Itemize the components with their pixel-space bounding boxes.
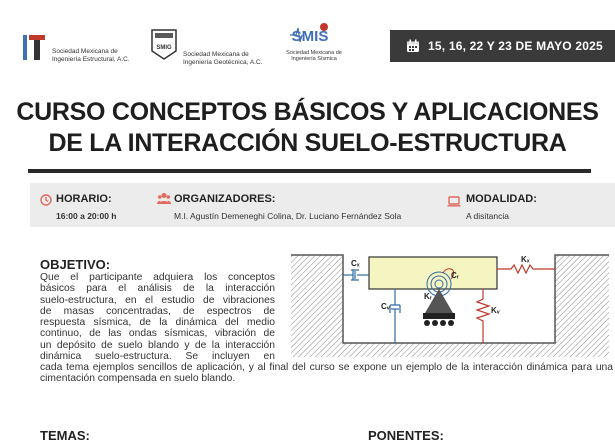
damper-cx — [343, 270, 369, 280]
label-kr: Kᵣ — [424, 292, 432, 301]
support-base — [423, 313, 455, 319]
objetivo-text-tail: cada tema ejemplos sencillos de aplicación, y al final del curso se expone un ejemplo de la interacción dinámica para una cimentación compensada en suelo blando. — [40, 362, 613, 385]
date-banner — [390, 30, 615, 62]
label-kx: Kₓ — [521, 255, 530, 264]
spring-kv — [477, 289, 489, 343]
laptop-icon — [447, 194, 461, 212]
ponentes-heading: PONENTES: — [368, 428, 444, 443]
objetivo-line: suelo-estructura, en el estudio de vibraciones — [40, 294, 275, 306]
course-title-line-1: CURSO CONCEPTOS BÁSICOS Y APLICACIONES — [16, 98, 599, 126]
calendar-icon — [406, 39, 420, 53]
objetivo-line: Que el participante adquiera los conceptos — [40, 272, 275, 283]
label-kv: Kᵥ — [491, 306, 500, 315]
course-title-line-2: DE LA INTERACCIÓN SUELO-ESTRUCTURA — [48, 129, 567, 157]
organizadores-value: M.I. Agustín Demeneghi Colina, Dr. Luciano Fernández Sola — [174, 211, 402, 221]
organizadores-label: ORGANIZADORES: — [174, 193, 276, 205]
course-dates: 15, 16, 22 Y 23 DE MAYO 2025 — [428, 39, 603, 53]
objetivo-line: respuesta sísmica, de la dinámica del medio — [40, 317, 275, 329]
smig-logo-name: Sociedad Mexicana de Ingeniería Geotécnica, A.C. — [183, 51, 263, 66]
spring-kx — [497, 265, 555, 273]
smis-logo — [288, 22, 332, 48]
clock-icon — [40, 193, 52, 211]
objetivo-text — [40, 272, 275, 362]
label-cr: Cᵣ — [451, 271, 459, 280]
modalidad-value: A disitancia — [466, 211, 509, 221]
smie-logo-name: Sociedad Mexicana de Ingeniería Estructural, A.C. — [52, 48, 130, 63]
modalidad-label: MODALIDAD: — [466, 193, 537, 205]
objetivo-line: de masas concentradas, de espectros de — [40, 305, 275, 317]
smig-logo — [150, 27, 178, 61]
objetivo-line: básicos para el análisis de la interacción — [40, 283, 275, 295]
people-icon — [157, 192, 171, 210]
soil-structure-diagram — [291, 251, 609, 357]
horario-value: 16:00 a 20:00 h — [56, 211, 117, 221]
smie-logo — [22, 32, 48, 62]
objetivo-line: un depósito de suelo blando y de la interacción — [40, 339, 275, 351]
horario-label: HORARIO: — [56, 193, 112, 205]
temas-heading: TEMAS: — [40, 428, 90, 443]
support-rollers — [424, 320, 454, 326]
label-cx: Cₓ — [351, 259, 360, 268]
foundation-block — [369, 257, 497, 289]
objetivo-line: dinámica suelo-estructura. Se incluyen en — [40, 351, 275, 363]
smig-logo-mark: SMIG — [156, 45, 172, 51]
title-divider — [28, 169, 591, 173]
smis-logo-name: Sociedad Mexicana de Ingeniería Sísmica — [286, 50, 342, 62]
objetivo-line: continuo, de las ondas sísmicas, vibración de — [40, 328, 275, 340]
label-cv: Cᵥ — [381, 302, 390, 311]
smis-logo-mark: SMIS — [291, 28, 329, 45]
damper-cv — [390, 289, 400, 343]
objetivo-heading: OBJETIVO: — [40, 257, 111, 272]
